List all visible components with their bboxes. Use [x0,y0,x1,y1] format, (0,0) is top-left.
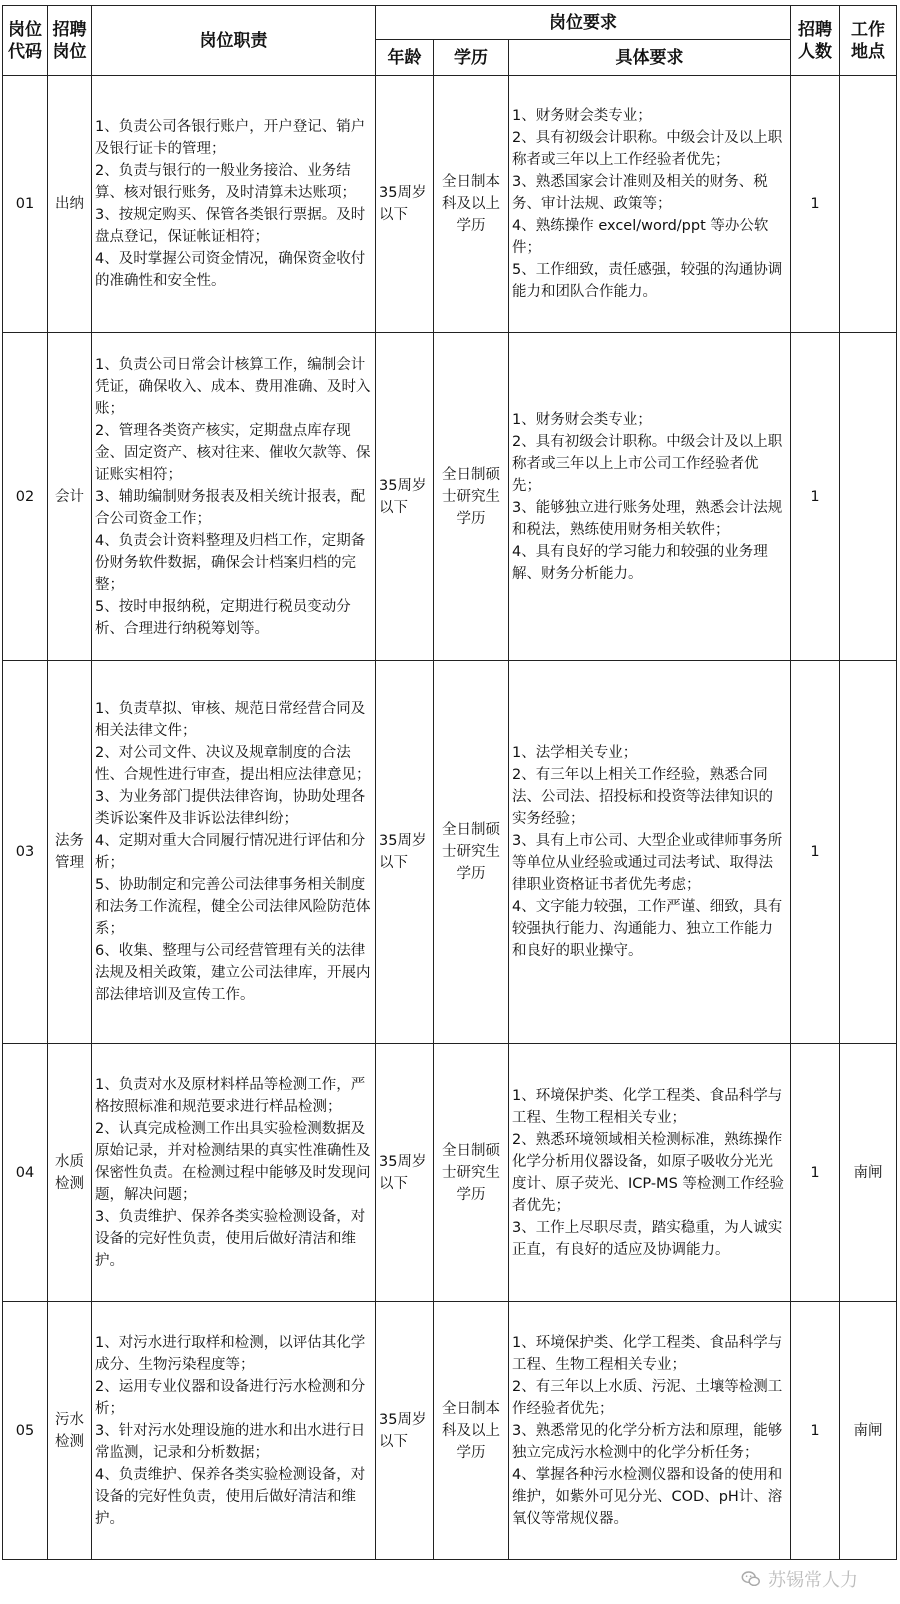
cell-age: 35周岁以下 [376,76,434,333]
cell-code: 02 [3,333,48,661]
cell-duties: 1、负责公司各银行账户，开户登记、销户及银行证卡的管理； 2、负责与银行的一般业务接洽、业务结算、核对银行账务，及时清算未达账项； 3、按规定购买、保管各类银行票据。及时盘点登记，保证帐证相符； 4、及时掌握公司资金情况，确保资金收付的准确性和安全性。 [92,76,376,333]
cell-education: 全日制硕士研究生学历 [434,1044,509,1302]
cell-requirements: 1、环境保护类、化学工程类、食品科学与工程、生物工程相关专业； 2、熟悉环境领域相关检测标准，熟练操作化学分析用仪器设备，如原子吸收分光光度计、原子荧光、ICP-MS 等检测工作经验者优先； 3、工作上尽职尽责，踏实稳重，为人诚实正直，有良好的适应及协调能力。 [509,1044,791,1302]
table-row [3,661,897,1044]
header-position: 招聘 岗位 [48,6,92,76]
table-row [3,1044,897,1302]
cell-age: 35周岁以下 [376,333,434,661]
cell-count: 1 [791,661,840,1044]
cell-education: 全日制硕士研究生学历 [434,661,509,1044]
cell-location: 南闸 [840,1044,897,1302]
header-count: 招聘 人数 [791,6,840,76]
recruitment-table [2,5,897,1560]
cell-duties: 1、负责公司日常会计核算工作，编制会计凭证，确保收入、成本、费用准确、及时入账； 2、管理各类资产核实，定期盘点库存现金、固定资产、核对往来、催收欠款等、保证账实相符； 3、辅助编制财务报表及相关统计报表，配合公司资金工作； 4、负责会计资料整理及归档工作，定期备份财务软件数据，确保会计档案归档的完整； 5、按时申报纳税，定期进行税员变动分析、合理进行纳税筹划等。 [92,333,376,661]
cell-code: 04 [3,1044,48,1302]
cell-position: 污水检测 [48,1302,92,1560]
cell-requirements: 1、法学相关专业； 2、有三年以上相关工作经验，熟悉合同法、公司法、招投标和投资等法律知识的实务经验； 3、具有上市公司、大型企业或律师事务所等单位从业经验或通过司法考试、取得法律职业资格证书者优先考虑； 4、文字能力较强，工作严谨、细致，具有较强执行能力、沟通能力、独立工作能力和良好的职业操守。 [509,661,791,1044]
header-specific: 具体要求 [509,40,791,76]
cell-location [840,661,897,1044]
header-duties: 岗位职责 [92,6,376,76]
cell-requirements: 1、财务财会类专业； 2、具有初级会计职称。中级会计及以上职称者或三年以上上市公司工作经验者优先； 3、能够独立进行账务处理，熟悉会计法规和税法，熟练使用财务相关软件； 4、具有良好的学习能力和较强的业务理解、财务分析能力。 [509,333,791,661]
cell-duties: 1、对污水进行取样和检测，以评估其化学成分、生物污染程度等； 2、运用专业仪器和设备进行污水检测和分析； 3、针对污水处理设施的进水和出水进行日常监测，记录和分析数据； 4、负责维护、保养各类实验检测设备，对设备的完好性负责，使用后做好清洁和维护。 [92,1302,376,1560]
cell-duties: 1、负责草拟、审核、规范日常经营合同及相关法律文件； 2、对公司文件、决议及规章制度的合法性、合规性进行审查，提出相应法律意见； 3、为业务部门提供法律咨询，协助处理各类诉讼案件及非诉讼法律纠纷； 4、定期对重大合同履行情况进行评估和分析； 5、协助制定和完善公司法律事务相关制度和法务工作流程，健全公司法律风险防范体系； 6、收集、整理与公司经营管理有关的法律法规及相关政策，建立公司法律库，开展内部法律培训及宣传工作。 [92,661,376,1044]
table-row [3,1302,897,1560]
cell-requirements: 1、环境保护类、化学工程类、食品科学与工程、生物工程相关专业； 2、有三年以上水质、污泥、土壤等检测工作经验者优先； 3、熟悉常见的化学分析方法和原理，能够独立完成污水检测中的化学分析任务； 4、掌握各种污水检测仪器和设备的使用和维护，如紫外可见分光、COD、pH计、溶氧仪等常规仪器。 [509,1302,791,1560]
cell-education: 全日制本科及以上学历 [434,1302,509,1560]
cell-code: 05 [3,1302,48,1560]
cell-requirements: 1、财务财会类专业； 2、具有初级会计职称。中级会计及以上职称者或三年以上工作经验者优先； 3、熟悉国家会计准则及相关的财务、税务、审计法规、政策等； 4、熟练操作 excel/word/ppt 等办公软件； 5、工作细致，责任感强，较强的沟通协调能力和团队合作能力。 [509,76,791,333]
wechat-icon [740,1568,762,1590]
cell-count: 1 [791,76,840,333]
header-code: 岗位 代码 [3,6,48,76]
cell-position: 出纳 [48,76,92,333]
cell-code: 03 [3,661,48,1044]
cell-location: 南闸 [840,1302,897,1560]
header-location: 工作 地点 [840,6,897,76]
header-age: 年龄 [376,40,434,76]
table-row [3,76,897,333]
cell-age: 35周岁以下 [376,661,434,1044]
header-education: 学历 [434,40,509,76]
header-requirements: 岗位要求 [376,6,791,40]
table-row [3,333,897,661]
cell-count: 1 [791,1302,840,1560]
cell-position: 法务管理 [48,661,92,1044]
cell-count: 1 [791,333,840,661]
watermark [736,1566,862,1592]
cell-code: 01 [3,76,48,333]
cell-location [840,76,897,333]
cell-education: 全日制本科及以上学历 [434,76,509,333]
cell-position: 水质检测 [48,1044,92,1302]
cell-count: 1 [791,1044,840,1302]
cell-location [840,333,897,661]
cell-age: 35周岁以下 [376,1302,434,1560]
header-row-1 [3,6,897,40]
cell-position: 会计 [48,333,92,661]
cell-education: 全日制硕士研究生学历 [434,333,509,661]
cell-age: 35周岁以下 [376,1044,434,1302]
cell-duties: 1、负责对水及原材料样品等检测工作，严格按照标准和规范要求进行样品检测； 2、认真完成检测工作出具实验检测数据及原始记录，并对检测结果的真实性准确性及保密性负责。在检测过程中能够及时发现问题，解决问题； 3、负责维护、保养各类实验检测设备，对设备的完好性负责，使用后做好清洁和维护。 [92,1044,376,1302]
watermark-text: 苏锡常人力 [768,1570,858,1591]
